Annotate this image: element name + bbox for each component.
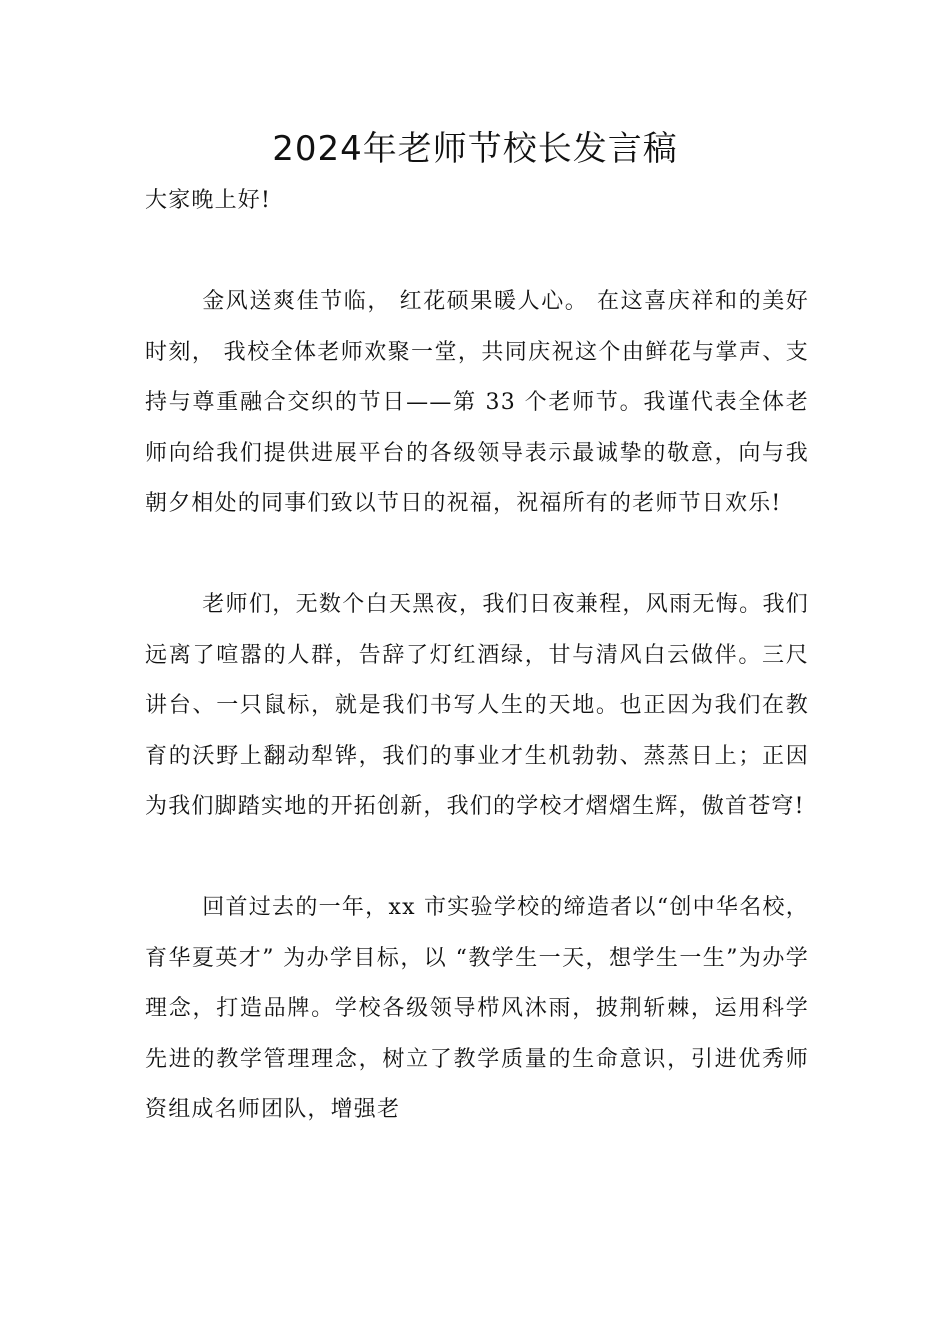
paragraph-3: 回首过去的一年，xx 市实验学校的缔造者以“创中华名校，育华夏英才” 为办学目标，以 “教学生一天，想学生一生”为办学理念，打造品牌。学校各级领导栉风沐雨，披荆斩棘，运用科学先进的教学管理理念，树立了教学质量的生命意识，引进优秀师资组成名师团队，增强老 — [145, 895, 809, 1122]
document-title: 2024年老师节校长发言稿 — [272, 129, 678, 169]
greeting-line: 大家晚上好! — [145, 188, 272, 213]
document-body — [145, 176, 809, 1136]
paragraph-2: 老师们，无数个白天黑夜，我们日夜兼程，风雨无悔。我们远离了喧嚣的人群，告辞了灯红酒绿，甘与清风白云做伴。三尺讲台、一只鼠标，就是我们书写人生的天地。也正因为我们在教育的沃野上翻动犁铧，我们的事业才生机勃勃、蒸蒸日上；正因为我们脚踏实地的开拓创新，我们的学校才熠熠生辉，傲首苍穹! — [145, 592, 809, 819]
paragraph-1: 金风送爽佳节临， 红花硕果暖人心。 在这喜庆祥和的美好时刻， 我校全体老师欢聚一堂，共同庆祝这个由鲜花与掌声、支持与尊重融合交织的节日——第 33 个老师节。我谨代表全体老师向给我们提供进展平台的各级领导表示最诚挚的敬意，向与我朝夕相处的同事们致以节日的祝福，祝福所有的老师节日欢乐! — [145, 289, 809, 516]
